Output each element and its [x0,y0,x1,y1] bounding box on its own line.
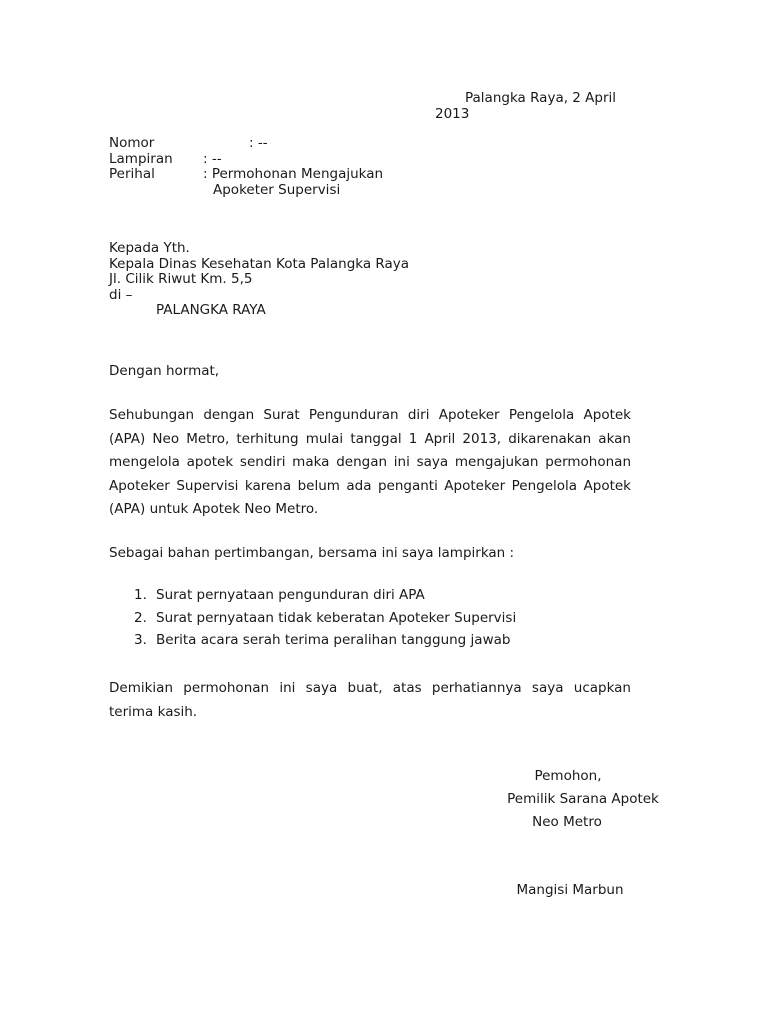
meta-nomor-value: : -- [249,135,268,151]
attachment-list [134,584,516,652]
meta-perihal-label: Perihal [109,166,155,182]
recipient-di: di – [109,286,133,303]
recipient-block [109,241,409,319]
list-item [134,584,516,607]
meta-lampiran-label: Lampiran [109,150,173,167]
signature-role: Pemohon, [534,768,602,784]
recipient-salutation: Kepada Yth. [109,240,190,256]
greeting: Dengan hormat, [109,363,220,379]
list-item-number: 1. [134,587,147,603]
recipient-city: PALANGKA RAYA [156,302,266,318]
list-item-text: Surat pernyataan pengunduran diri APA [156,587,425,603]
recipient-street: Jl. Cilik Riwut Km. 5,5 [109,271,253,287]
signature-name: Mangisi Marbun [516,882,624,898]
list-item-number: 2. [134,609,147,626]
closing-paragraph: Demikian permohonan ini saya buat, atas perhatiannya saya ucapkan terima kasih. [109,680,631,720]
list-item [134,607,516,630]
body-paragraph-2: Sebagai bahan pertimbangan, bersama ini saya lampirkan : [109,545,515,561]
signature-position: Pemilik Sarana Apotek [507,791,659,807]
recipient-title: Kepala Dinas Kesehatan Kota Palangka Raya [109,255,410,272]
list-item-text: Surat pernyataan tidak keberatan Apoteker Supervisi [156,609,517,626]
letter-date-year: 2013 [435,106,470,122]
body-paragraph-1: Sehubungan dengan Surat Pengunduran diri Apoteker Pengelola Apotek (APA) Neo Metro, terhitung mulai tanggal 1 April 2013, dikarenakan akan mengelola apotek sendiri maka dengan ini saya mengajukan permohonan Apoteker Supervisi karena belum ada penganti Apoteker Pengelola Apotek (APA) untuk Apotek Neo Metro. [109,407,631,517]
letter-date: Palangka Raya, 2 April [465,90,617,106]
meta-perihal-value-cont: Apoketer Supervisi [213,181,341,198]
signature-organization: Neo Metro [532,814,602,830]
meta-perihal-value: : Permohonan Mengajukan [203,166,384,182]
list-item-text: Berita acara serah terima peralihan tanggung jawab [156,632,511,648]
list-item [134,629,516,652]
list-item-number: 3. [134,632,147,648]
meta-nomor-label: Nomor [109,135,155,151]
meta-lampiran-value: : -- [203,150,222,167]
